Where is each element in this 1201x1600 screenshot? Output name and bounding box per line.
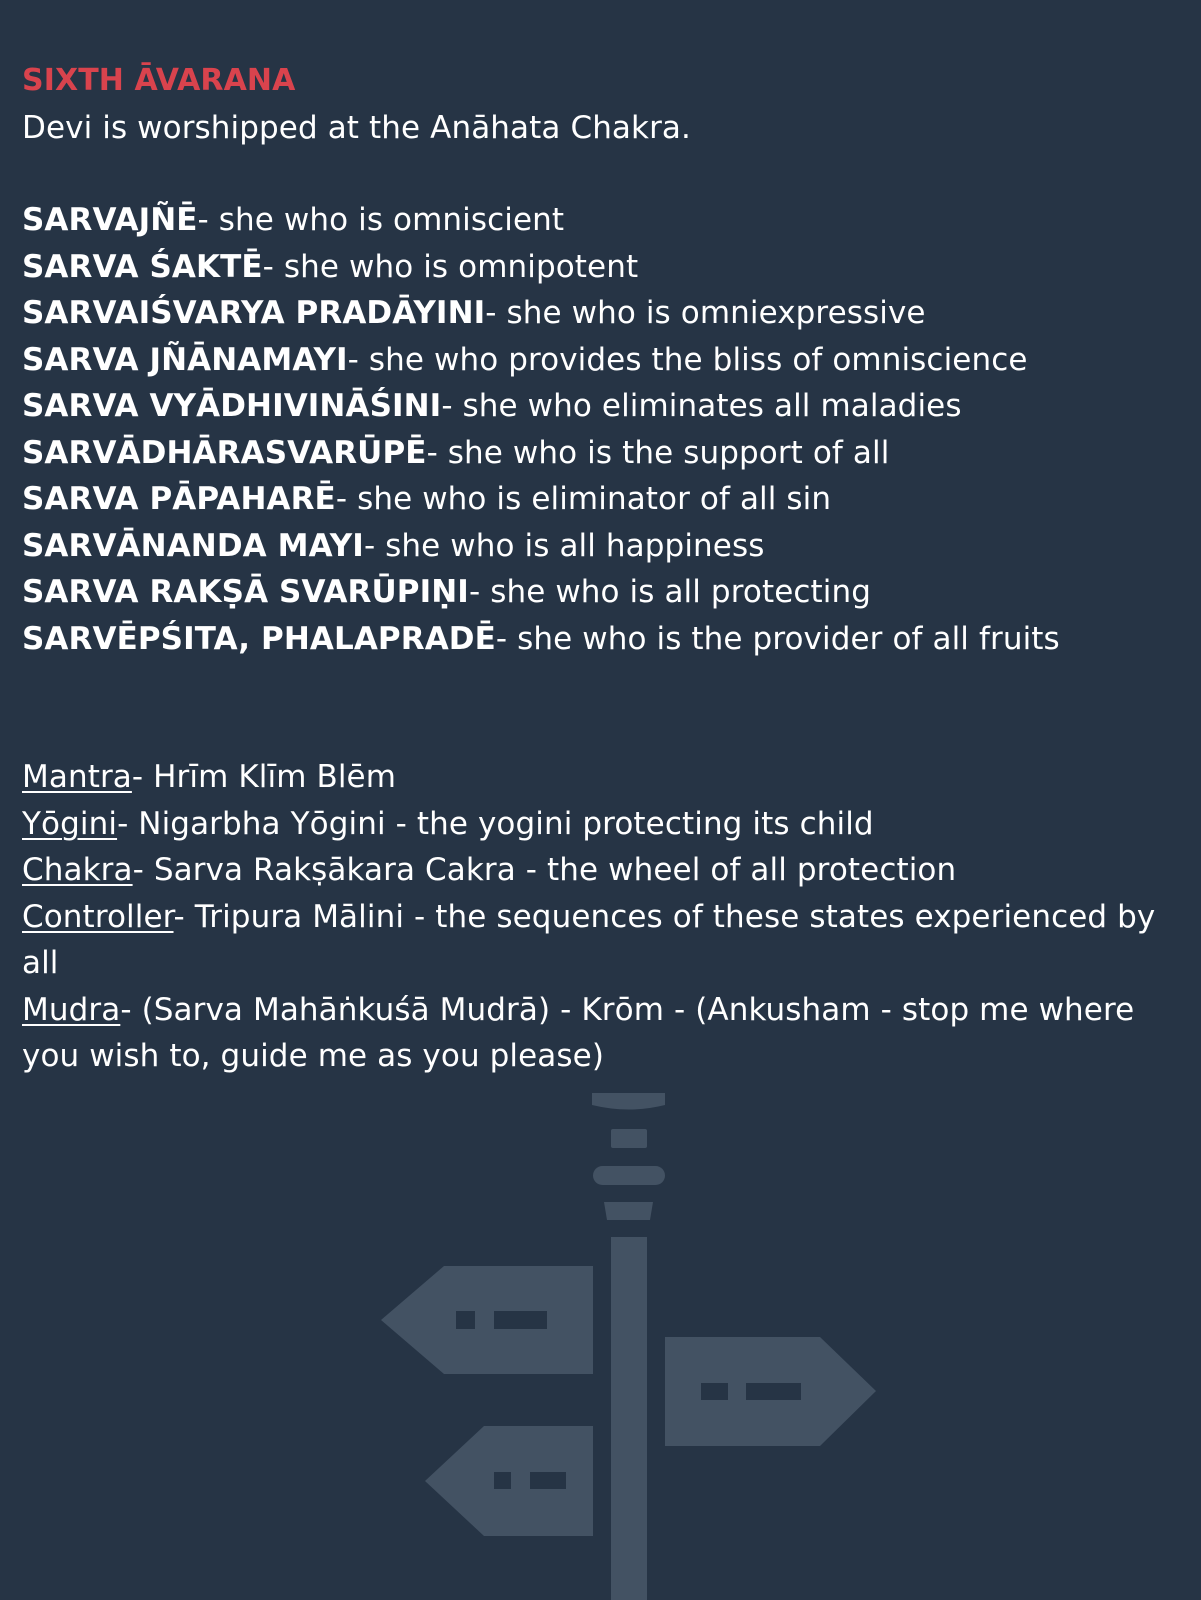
- attribute-item: [22, 523, 1182, 570]
- attribute-meaning: - she who eliminates all maladies: [441, 388, 962, 424]
- attribute-name: SARVĒPŚITA, PHALAPRADĒ: [22, 620, 496, 657]
- attribute-meaning: - she who is omnipotent: [262, 248, 639, 285]
- attribute-name: SARVA ŚAKTĒ: [22, 248, 263, 285]
- attribute-meaning: - she who is omniscient: [197, 202, 565, 238]
- attribute-item: [22, 337, 1182, 384]
- attribute-name: SARVĀNANDA MAYI: [22, 527, 364, 564]
- detail-label: Mantra: [22, 759, 132, 795]
- attribute-meaning: - she who is omniexpressive: [485, 295, 926, 331]
- attribute-name: SARVAJÑĒ: [22, 202, 198, 238]
- page-content: [22, 58, 1182, 1080]
- attribute-meaning: - she who is the provider of all fruits: [495, 620, 1060, 657]
- attribute-item: [22, 569, 1182, 616]
- detail-yogini: [22, 801, 1182, 848]
- attribute-meaning: - she who is all happiness: [363, 527, 765, 564]
- detail-text: - Hrīm Klīm Blēm: [131, 759, 397, 795]
- intro-text: Devi is worshipped at the Anāhata Chakra.: [22, 109, 691, 146]
- attribute-name: SARVA VYĀDHIVINĀŚINI: [22, 388, 442, 424]
- section-heading: SIXTH ĀVARANA: [22, 63, 296, 98]
- detail-text: - (Sarva Mahāṅkuśā Mudrā) - Krōm - (Ankusham - stop me where you wish to, guide me as you please): [22, 991, 1135, 1074]
- attribute-list: [22, 197, 1182, 662]
- attribute-item: [22, 476, 1182, 523]
- detail-mantra: [22, 754, 1182, 801]
- detail-text: - Sarva Rakṣākara Cakra - the wheel of all protection: [132, 852, 957, 888]
- attribute-item: [22, 383, 1182, 430]
- attribute-meaning: - she who is all protecting: [468, 574, 872, 610]
- detail-text: - Nigarbha Yōgini - the yogini protecting its child: [117, 805, 874, 842]
- detail-label: Yōgini: [22, 805, 118, 842]
- attribute-item: [22, 616, 1182, 663]
- attribute-item: [22, 197, 1182, 244]
- attribute-item: [22, 244, 1182, 291]
- details-list: [22, 754, 1182, 1080]
- detail-label: Chakra: [22, 852, 133, 888]
- attribute-name: SARVAIŚVARYA PRADĀYINI: [22, 295, 486, 331]
- attribute-meaning: - she who is the support of all: [426, 434, 890, 471]
- attribute-name: SARVA JÑĀNAMAYI: [22, 341, 348, 378]
- detail-mudra: [22, 987, 1182, 1080]
- attribute-name: SARVA PĀPAHARĒ: [22, 481, 336, 517]
- attribute-name: SARVĀDHĀRASVARŪPĒ: [22, 434, 427, 471]
- detail-label: Controller: [22, 898, 174, 935]
- attribute-meaning: - she who is eliminator of all sin: [335, 481, 832, 517]
- attribute-name: SARVA RAKṢĀ SVARŪPIṆI: [22, 574, 469, 610]
- attribute-item: [22, 430, 1182, 477]
- attribute-meaning: - she who provides the bliss of omniscience: [347, 341, 1028, 378]
- detail-label: Mudra: [22, 991, 121, 1028]
- detail-controller: [22, 894, 1182, 987]
- detail-text: - Tripura Mālini - the sequences of these states experienced by all: [22, 898, 1156, 981]
- attribute-item: [22, 290, 1182, 337]
- detail-chakra: [22, 847, 1182, 894]
